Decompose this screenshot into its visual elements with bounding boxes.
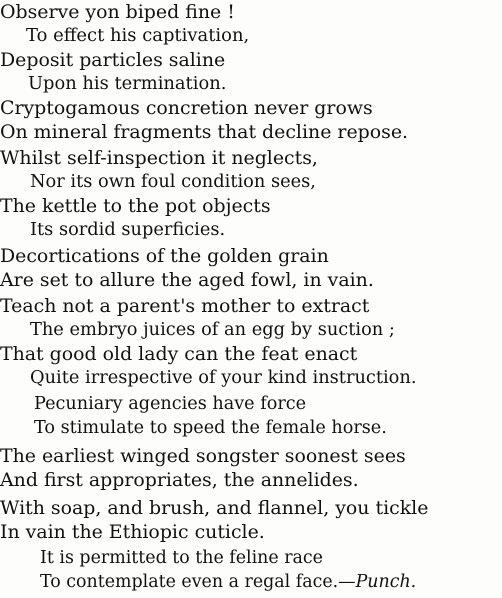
poem-line: Are set to allure the aged fowl, in vain. — [0, 269, 374, 291]
stanza-5 — [0, 294, 502, 390]
poem-line: On mineral fragments that decline repose. — [0, 121, 409, 143]
stanza-1 — [0, 0, 502, 96]
poem-line: In vain the Ethiopic cuticle. — [0, 521, 265, 543]
poem-line: To effect his captivation, — [26, 25, 250, 46]
poem-line: Observe yon biped fine ! — [0, 1, 235, 23]
stanza-7 — [0, 444, 502, 492]
stanza-3 — [0, 146, 502, 242]
poem-line: Pecuniary agencies have force — [34, 394, 307, 414]
poem-line-with-attribution — [40, 570, 502, 594]
poem-line: It is permitted to the feline race — [40, 548, 323, 568]
poem-line: Deposit particles saline — [0, 49, 226, 71]
poem-line: The kettle to the pot objects — [0, 195, 271, 217]
stanza-2 — [0, 96, 502, 144]
poem-line: The earliest winged songster soonest sees — [0, 445, 406, 467]
poem-line: To stimulate to speed the female horse. — [34, 418, 387, 438]
poem-line: Cryptogamous concretion never grows — [0, 97, 373, 119]
stanza-8 — [0, 496, 502, 544]
poem-line: Quite irrespective of your kind instruction. — [30, 367, 417, 388]
poem-line: Its sordid superficies. — [30, 219, 226, 240]
poem-line: The embryo juices of an egg by suction ; — [30, 319, 395, 340]
stanza-6 — [0, 392, 502, 440]
poem-line-text: To contemplate even a regal face.— — [40, 572, 356, 592]
poem-line: Teach not a parent's mother to extract — [0, 295, 370, 317]
poem-line: Decortications of the golden grain — [0, 245, 329, 267]
poem-line: Whilst self-inspection it neglects, — [0, 147, 318, 169]
stanza-4 — [0, 244, 502, 292]
poem-line: And first appropriates, the annelides. — [0, 469, 359, 491]
poem-line: That good old lady can the feat enact — [0, 343, 358, 365]
stanza-9 — [0, 546, 502, 594]
attribution: Punch. — [355, 572, 417, 592]
poem-line: With soap, and brush, and flannel, you tickle — [0, 497, 429, 519]
poem-line: Nor its own foul condition sees, — [30, 171, 316, 192]
poem-line: Upon his termination. — [28, 73, 227, 94]
